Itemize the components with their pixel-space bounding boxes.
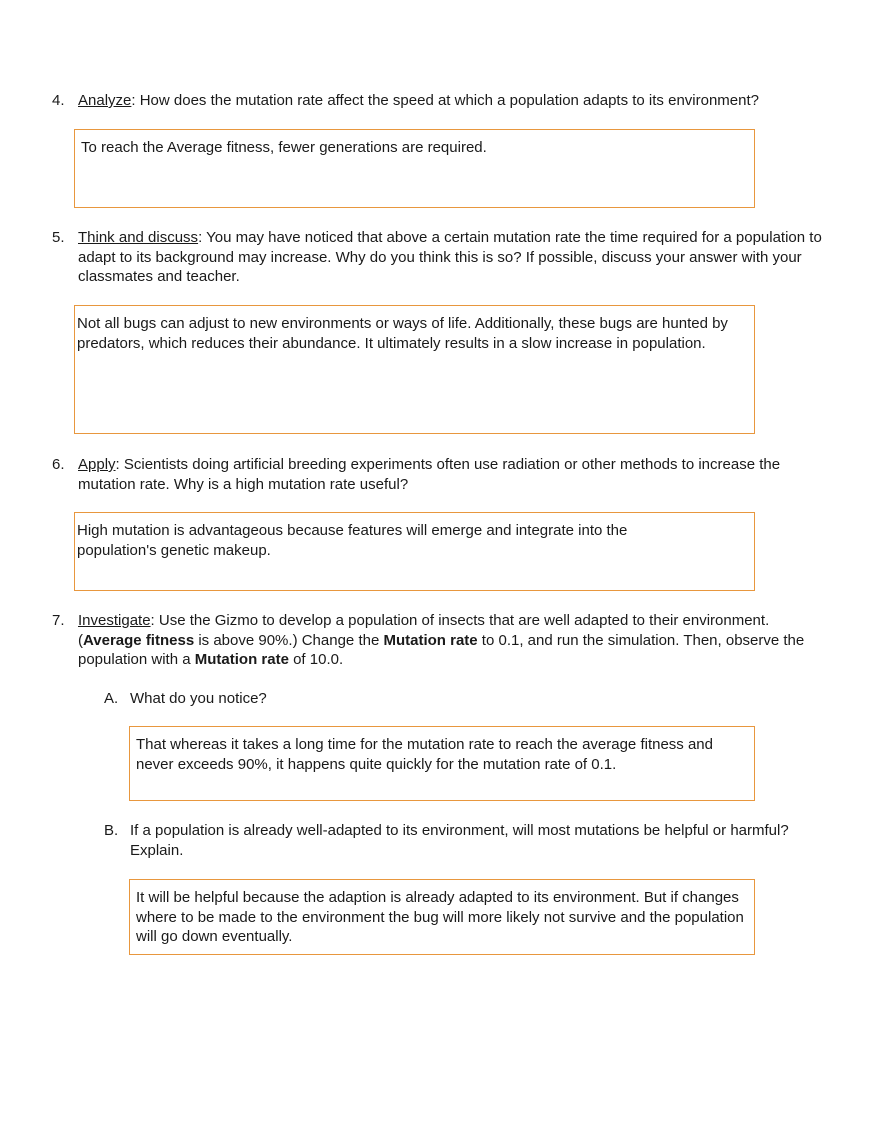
answer-text: High mutation is advantageous because features will emerge and integrate into the population's genetic makeup. [77, 522, 628, 559]
question-text [78, 611, 832, 670]
bold-term: Average fitness [83, 631, 195, 649]
question-label: Apply [78, 456, 116, 473]
answer-box-6[interactable] [74, 512, 755, 591]
question-text [78, 91, 832, 111]
question-4 [52, 91, 832, 111]
subquestion-7b [104, 821, 834, 860]
question-prompt: : Use the Gizmo to develop a population of insects that are well adapted to their environment. ( [78, 612, 770, 649]
question-prompt: to 0.1, and run the simulation. Then, observe the population with a [78, 631, 805, 668]
question-5 [52, 228, 832, 287]
question-prompt: : Scientists doing artificial breeding experiments often use radiation or other methods to increase the mutation rate. Why is a high mutation rate useful? [78, 456, 781, 493]
question-prompt: of 10.0. [288, 651, 344, 668]
subquestion-7a [104, 689, 834, 709]
subquestion-text: If a population is already well-adapted to its environment, will most mutations be helpful or harmful? Explain. [130, 822, 789, 859]
subquestion-letter: A. [104, 690, 119, 707]
question-6 [52, 455, 832, 494]
question-number: 7. [52, 612, 65, 629]
answer-text: That whereas it takes a long time for the mutation rate to reach the average fitness and never exceeds 90%, it happens quite quickly for the mutation rate of 0.1. [136, 736, 713, 773]
question-text [78, 455, 832, 494]
question-7 [52, 611, 832, 670]
question-prompt: is above 90%.) Change the [194, 631, 384, 649]
answer-text: It will be helpful because the adaption is already adapted to its environment. But if changes where to be made to the environment the bug will more likely not survive and the population will go down eventually. [136, 889, 744, 945]
question-number: 5. [52, 229, 65, 246]
answer-box-4[interactable] [74, 129, 755, 208]
question-label: Think and discuss [78, 229, 199, 246]
bold-term: Mutation rate [194, 651, 289, 668]
question-label: Analyze [78, 92, 132, 109]
answer-text: Not all bugs can adjust to new environments or ways of life. Additionally, these bugs are hunted by predators, which reduces their abundance. It ultimately results in a slow increase in population. [77, 315, 728, 352]
question-number: 4. [52, 92, 65, 109]
question-prompt: : How does the mutation rate affect the speed at which a population adapts to its environment? [131, 92, 759, 109]
answer-box-5[interactable] [74, 305, 755, 434]
question-text [78, 228, 832, 287]
subquestion-text: What do you notice? [130, 690, 267, 707]
bold-term: Mutation rate [383, 631, 478, 649]
subquestion-letter: B. [104, 822, 119, 839]
answer-text: To reach the Average fitness, fewer generations are required. [81, 139, 487, 156]
question-label: Investigate [78, 612, 151, 629]
answer-box-7a[interactable] [129, 726, 755, 801]
question-number: 6. [52, 456, 65, 473]
question-prompt: : You may have noticed that above a certain mutation rate the time required for a population to adapt to its background may increase. Why do you think this is so? If possible, discuss your answer with your classmates and teacher. [78, 229, 822, 285]
answer-box-7b[interactable] [129, 879, 755, 955]
